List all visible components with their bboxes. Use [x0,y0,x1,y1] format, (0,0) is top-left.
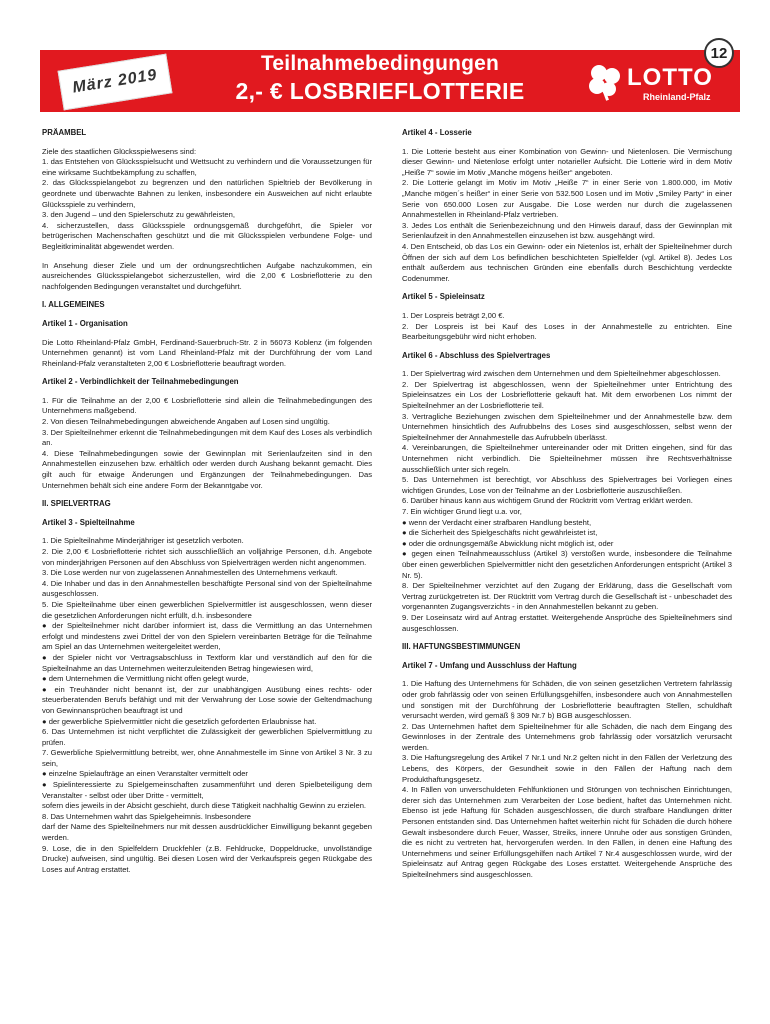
article-2-heading: Artikel 2 - Verbindlichkeit der Teilnahmebedingungen [42,377,239,387]
article-5-heading: Artikel 5 - Spieleinsatz [402,292,485,302]
article-3-text: 1. Die Spielteilnahme Minderjähriger ist gesetzlich verboten. 2. Die 2,00 € Losbrieflotterie richtet sich ausschließlich an volljährige Personen, d.h. Angebote von minderjährigen Personen auf den Abschluss von Spielverträgen werden nicht angenommen. 3. Die Lose werden nur von zugelassenen Annahmestellen des Unternehmens verkauft. 4. Die Inhaber und das in den Annahmestellen beschäftigte Personal sind von der Spielteilnahme ausgeschlossen. 5. Die Spielteilnahme über einen gewerblichen Spielvermittler ist ausgeschlossen, wenn dieser die gesetzlichen Anforderungen nicht erfüllt, d.h. insbesondere ● der Spielteilnehmer nicht darüber informiert ist, dass die Vermittlung an das Unternehmen erfolgt und mindestens zwei Drittel der von den Spielern vereinbarten Beträge für die Teilnahme am Spiel an das Unternehmen weitergeleitet werden, ● der Spieler nicht vor Vertragsabschluss in Textform klar und verständlich auf den für die Spielteilnahme an das Unternehmen weiterzuleitenden Betrag hingewiesen wird, ● dem Unternehmen die Vermittlung nicht offen gelegt wurde, ● ein Treuhänder nicht benannt ist, der zur unabhängigen Ausübung eines rechts- oder steuerberatenden Berufs befähigt und mit der Verwahrung der Lose sowie der Geltendmachung von Gewinnansprüchen beauftragt ist und ● der gewerbliche Spielvermittler nicht die gesetzlich geforderten Erlaubnisse hat. 6. Das Unternehmen ist nicht verpflichtet die Zulässigkeit der gewerblichen Spielvermittlung zu prüfen. 7. Gewerbliche Spielvermittlung betreibt, wer, ohne Annahmestelle im Sinne von Artikel 3 Nr. 3 zu sein, ● einzelne Spielaufträge an einen Veranstalter vermittelt oder ● Spielinteressierte zu Spielgemeinschaften zusammenführt und deren Spielbeteiligung dem Veranstalter - selbst oder über Dritte - vermittelt, sofern dies jeweils in der Absicht geschieht, durch diese Tätigkeit nachhaltig Gewinn zu erzielen. 8. Das Unternehmen wahrt das Spielgeheimnis. Insbesondere darf der Name des Spielteilnehmers nur mit dessen ausdrücklicher Einwilligung bekannt gegeben werden. 9. Lose, die in den Spielfeldern Druckfehler (z.B. Fehldrucke, Doppeldrucke, unvollständige Drucke) aufweisen, sind ungültig. Bei diesen Losen wird der Verkaufspreis gegen Rückgabe des Loses auf Antrag erstattet. [42,536,372,874]
logo-region: Rheinland-Pfalz [643,92,711,102]
article-1-heading: Artikel 1 - Organisation [42,318,128,328]
lotto-logo [585,62,735,106]
article-4-heading: Artikel 4 - Losserie [402,128,472,137]
clover-icon [585,62,625,102]
logo-wordmark: LOTTO [627,64,713,91]
section-heading-haftung: III. HAFTUNGSBESTIMMUNGEN [402,642,521,652]
section-heading-praeambel: PRÄAMBEL [42,128,87,137]
page-number-badge: 12 [704,38,734,68]
page-title: Teilnahmebedingungen [260,52,500,75]
date-label: März 2019 [71,66,159,97]
praeambel-text: Ziele des staatlichen Glücksspielwesens sind: 1. das Entstehen von Glücksspielsucht und Wettsucht zu verhindern und die Voraussetzungen für eine wirksame Suchtbekämpfung zu schaffen, 2. das Glücksspielangebot zu begrenzen und den natürlichen Spieltrieb der Bevölkerung in geordnete und überwachte Bahnen zu lenken, insbesondere ein Ausweichen auf nicht erlaubte Glücksspiele zu verhindern, 3. den Jugend – und den Spielerschutz zu gewährleisten, 4. sicherzustellen, dass Glücksspiele ordnungsgemäß durchgeführt, die Spieler vor betrügerischen Machenschaften geschützt und die mit Glücksspielen verbundene Folge- und Begleitkriminalität abgewendet werden. [42,146,372,251]
article-2-text: 1. Für die Teilnahme an der 2,00 € Losbrieflotterie sind allein die Teilnahmebedingungen des Unternehmens maßgebend. 2. Von diesen Teilnahmebedingungen abweichende Angaben auf Losen sind ungültig. 3. Der Spielteilnehmer erkennt die Teilnahmebedingungen mit dem Kauf des Loses als verbindlich an. 4. Diese Teilnahmebedingungen sowie der Gewinnplan mit Serienlaufzeiten sind in den Annahmestellen einzusehen bzw. erhältlich oder werden durch Aushang bekannt gemacht. Dies gilt auch für etwaige Änderungen und Ergänzungen der Teilnahmebedingungen. Das Unternehmen behält sich eine andere Form der Bekanntgabe vor. [42,395,372,490]
article-4-text: 1. Die Lotterie besteht aus einer Kombination von Gewinn- und Nietenlosen. Die Vermischung dieser Gewinn- und Nietenlose erfolgt unter notarieller Aufsicht. Die Lotterie wird in dem Motiv „Heiße 7“ sowie im Motiv „Manche mögens heißer“ angeboten. 2. Die Lotterie gelangt im Motiv im Motiv „Heiße 7“ in einer Serie von 1.800.000, im Motiv „Manche mögen´s heißer“ in einer Serie von 532.500 Losen und im Motiv „Smiley Party“ in einer Serie von 650.000 Losen zur Ausgabe. Die Lose werden nur durch die zugelassenen Annahmestellen in Rheinland-Pfalz vertrieben. 3. Jedes Los enthält die Serienbezeichnung und den Hinweis darauf, dass der Gewinnplan mit Serienlaufzeit in den Annahmestellen einzusehen ist bzw. ausgehängt wird. 4. Den Entscheid, ob das Los ein Gewinn- oder ein Nietenlos ist, erhält der Spielteilnehmer durch Öffnen der sich auf dem Los befindlichen beschichteten Spielfelder (vgl. Artikel 8). Jedes Los enthält außerdem aus technischen Gründen eine ebenfalls durch Beschichtung verdeckte Codenummer. [402,146,732,283]
article-6-heading: Artikel 6 - Abschluss des Spielvertrages [402,350,551,360]
article-1-text: Die Lotto Rheinland-Pfalz GmbH, Ferdinand-Sauerbruch-Str. 2 in 56073 Koblenz (im folgenden Unternehmen genannt) ist vom Land Rheinland-Pfalz mit der Durchführung der vom Land Rheinland-Pfalz veranstalteten 2,00 € Losbrieflotterie beauftragt worden. [42,337,372,368]
article-3-heading: Artikel 3 - Spielteilnahme [42,517,135,527]
left-column [42,128,372,883]
article-7-heading: Artikel 7 - Umfang und Ausschluss der Haftung [402,660,577,670]
section-heading-spielvertrag: II. SPIELVERTRAG [42,499,111,509]
praeambel-text-2: In Ansehung dieser Ziele und um der ordnungsrechtlichen Aufgabe nachzukommen, ein ausreichendes Glücksspielangebot sicherzustellen, wird die 2,00 € Losbrieflotterie zu den nachfolgenden Bedingungen veranstaltet und durchgeführt. [42,260,372,291]
header [0,0,770,122]
article-7-text: 1. Die Haftung des Unternehmens für Schäden, die von seinen gesetzlichen Vertretern fahrlässig oder grob fahrlässig oder von seinen Erfüllungsgehilfen, insbesondere auch von Annahmestellen und sonstigen mit der Durchführung der Losbrieflotterie beauftragten Stellen, schuldhaft verursacht werden, wird gemäß § 309 Nr.7 b) BGB ausgeschlossen. 2. Das Unternehmen haftet dem Spielteilnehmer für alle Schäden, die nach dem Eingang des Gewinnloses in der Zentrale des Unternehmens grob fahrlässig oder vorsätzlich verursacht werden. 3. Die Haftungsregelung des Artikel 7 Nr.1 und Nr.2 gelten nicht in den Fällen der Verletzung des Lebens, des Körpers, der Gesundheit sowie in den Fällen der Haftung nach dem Produkthaftungsgesetz. 4. In Fällen von unverschuldeten Fehlfunktionen und Störungen von technischen Einrichtungen, derer sich das Unternehmen zum Verarbeiten der Lose bedient, haftet das Unternehmen nicht. Ebenso ist jede Haftung für Schäden ausgeschlossen, die durch strafbare Handlungen dritter Personen entstanden sind. Das Unternehmen haftet weiterhin nicht für Schäden die durch höhere Gewalt insbesondere durch Feuer, Wasser, Streiks, innere Unruhe oder aus sonstigen Gründen, die es nicht zu vertreten hat, hervorgerufen werden. In den Fällen, in denen eine Haftung des Unternehmens und seiner Erfüllungsgehilfen nach Artikel 7 Nr.4 ausgeschlossen wurde, wird der Spieleinsatz auf Antrag gegen Rückgabe des Loses erstattet. Weitergehende Ansprüche des Spielteilnehmers sind ausgeschlossen. [402,679,732,879]
page-subtitle: 2,- € LOSBRIEFLOTTERIE [235,78,525,104]
right-column [402,128,732,889]
article-5-text: 1. Der Lospreis beträgt 2,00 €. 2. Der Lospreis ist bei Kauf des Loses in der Annahmestelle zu entrichten. Eine Bearbeitungsgebühr wird nicht erhoben. [402,310,732,342]
section-heading-allgemeines: I. ALLGEMEINES [42,300,105,310]
article-6-text: 1. Der Spielvertrag wird zwischen dem Unternehmen und dem Spielteilnehmer abgeschlossen. 2. Der Spielvertrag ist abgeschlossen, wenn der Spielteilnehmer unter Entrichtung des Spieleinsatzes ein Los der Losbrieflotterie gekauft hat. Mit dem erworbenen Los nimmt der Spielteilnehmer an der Losbrieflotterie teil. 3. Vertragliche Beziehungen zwischen dem Spielteilnehmer und der Annahmestelle bzw. dem Unternehmen hinsichtlich des Aufrubbelns des Loses sind ausgeschlossen, selbst wenn der Spielteilnehmer der Annahmestelle das Aufrubbeln überlässt. 4. Vereinbarungen, die Spielteilnehmer untereinander oder mit Dritten eingehen, sind für das Unternehmen nicht verbindlich. Die Spielteilnehmer müssen ihre Rechtsverhältnisse ausschließlich unter sich regeln. 5. Das Unternehmen ist berechtigt, vor Abschluss des Spielvertrages bei Vorliegen eines wichtigen Grundes, Lose von der Teilnahme an der Losbrieflotterie auszuschließen. 6. Darüber hinaus kann aus wichtigem Grund der Rücktritt vom Vertrag erklärt werden. 7. Ein wichtiger Grund liegt u.a. vor, ● wenn der Verdacht einer strafbaren Handlung besteht, ● die Sicherheit des Spielgeschäfts nicht gewährleistet ist, ● oder die ordnungsgemäße Abwicklung nicht möglich ist, oder ● gegen einen Teilnahmeausschluss (Artikel 3) verstoßen wurde, insbesondere die Teilnahme über einen gewerblichen Spielvermittler nicht den gesetzlichen Anforderungen entspricht (Artikel 3 Nr. 5). 8. Der Spielteilnehmer verzichtet auf den Zugang der Erklärung, dass die Gesellschaft vom Vertrag zurückgetreten ist. Der Rücktritt vom Vertrag durch die Gesellschaft ist - unbeschadet des vorgenannten Zugangsverzichts - in den Annahmestellen bekannt zu geben. 9. Der Loseinsatz wird auf Antrag erstattet. Weitergehende Ansprüche des Spielteilnehmers sind ausgeschlossen. [402,369,732,633]
